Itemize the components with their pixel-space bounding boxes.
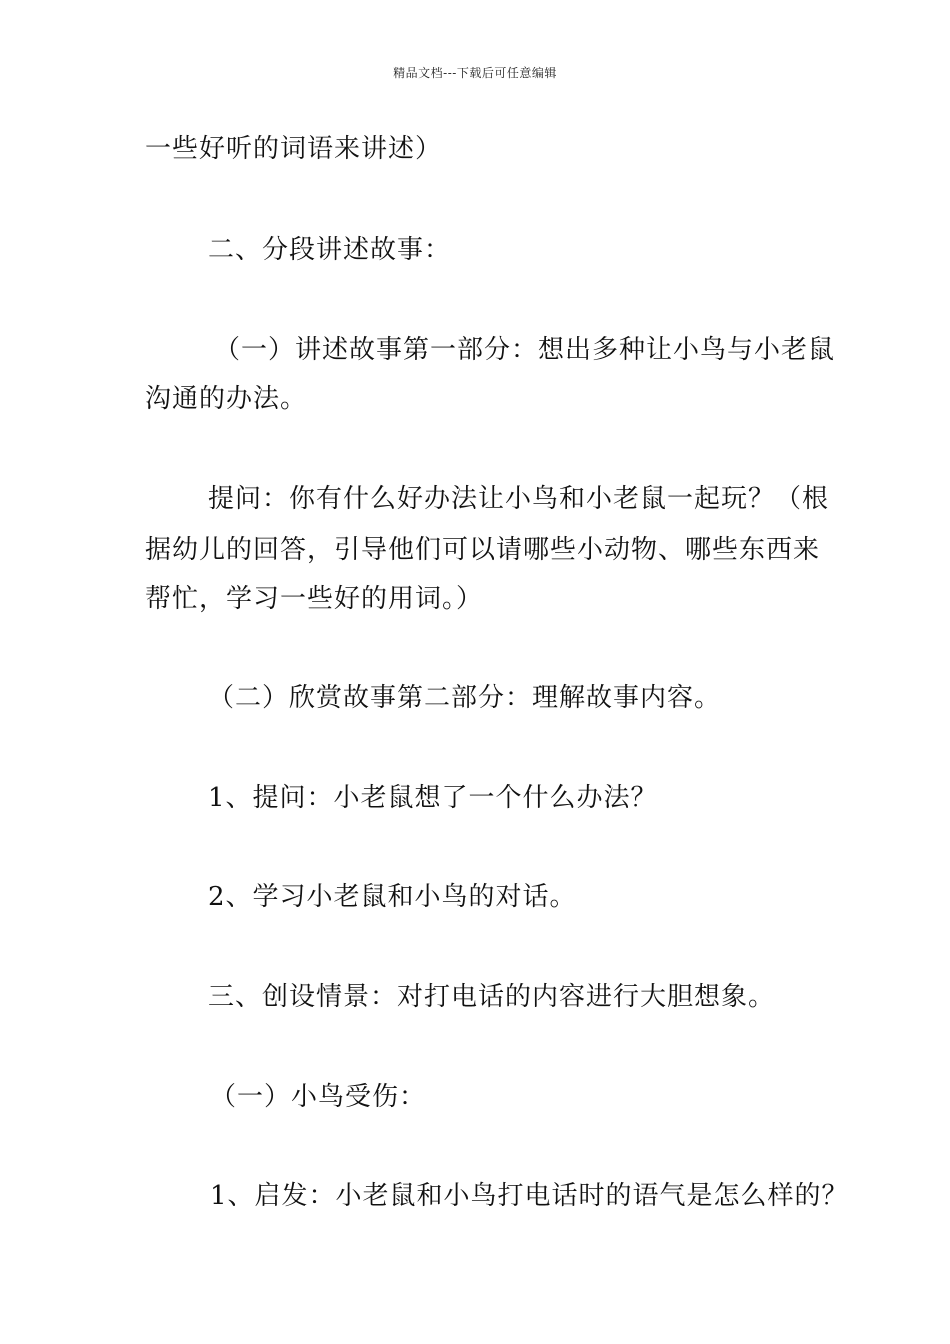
list-item: 1、启发：小老鼠和小鸟打电话时的语气是怎么样的？ <box>210 1181 849 1211</box>
section-heading: 三、创设情景：对打电话的内容进行大胆想象。 <box>208 982 776 1012</box>
text-line: 沟通的办法。 <box>145 384 308 414</box>
list-item: 1、提问：小老鼠想了一个什么办法？ <box>208 783 658 813</box>
section-heading: 二、分段讲述故事： <box>208 235 452 265</box>
text-line: 帮忙，学习一些好的用词。） <box>145 584 484 614</box>
subsection-heading: （一）讲述故事第一部分：想出多种让小鸟与小老鼠 <box>214 335 836 365</box>
subsection-heading: （二）欣赏故事第二部分：理解故事内容。 <box>208 683 722 713</box>
text-line: 一些好听的词语来讲述） <box>145 134 443 164</box>
page-header: 精品文档---下载后可任意编辑 <box>393 66 557 80</box>
text-line: 提问：你有什么好办法让小鸟和小老鼠一起玩？（根 <box>208 484 830 514</box>
subsection-heading: （一）小鸟受伤： <box>210 1082 427 1112</box>
text-line: 据幼儿的回答，引导他们可以请哪些小动物、哪些东西来 <box>145 535 821 565</box>
list-item: 2、学习小老鼠和小鸟的对话。 <box>208 882 577 912</box>
